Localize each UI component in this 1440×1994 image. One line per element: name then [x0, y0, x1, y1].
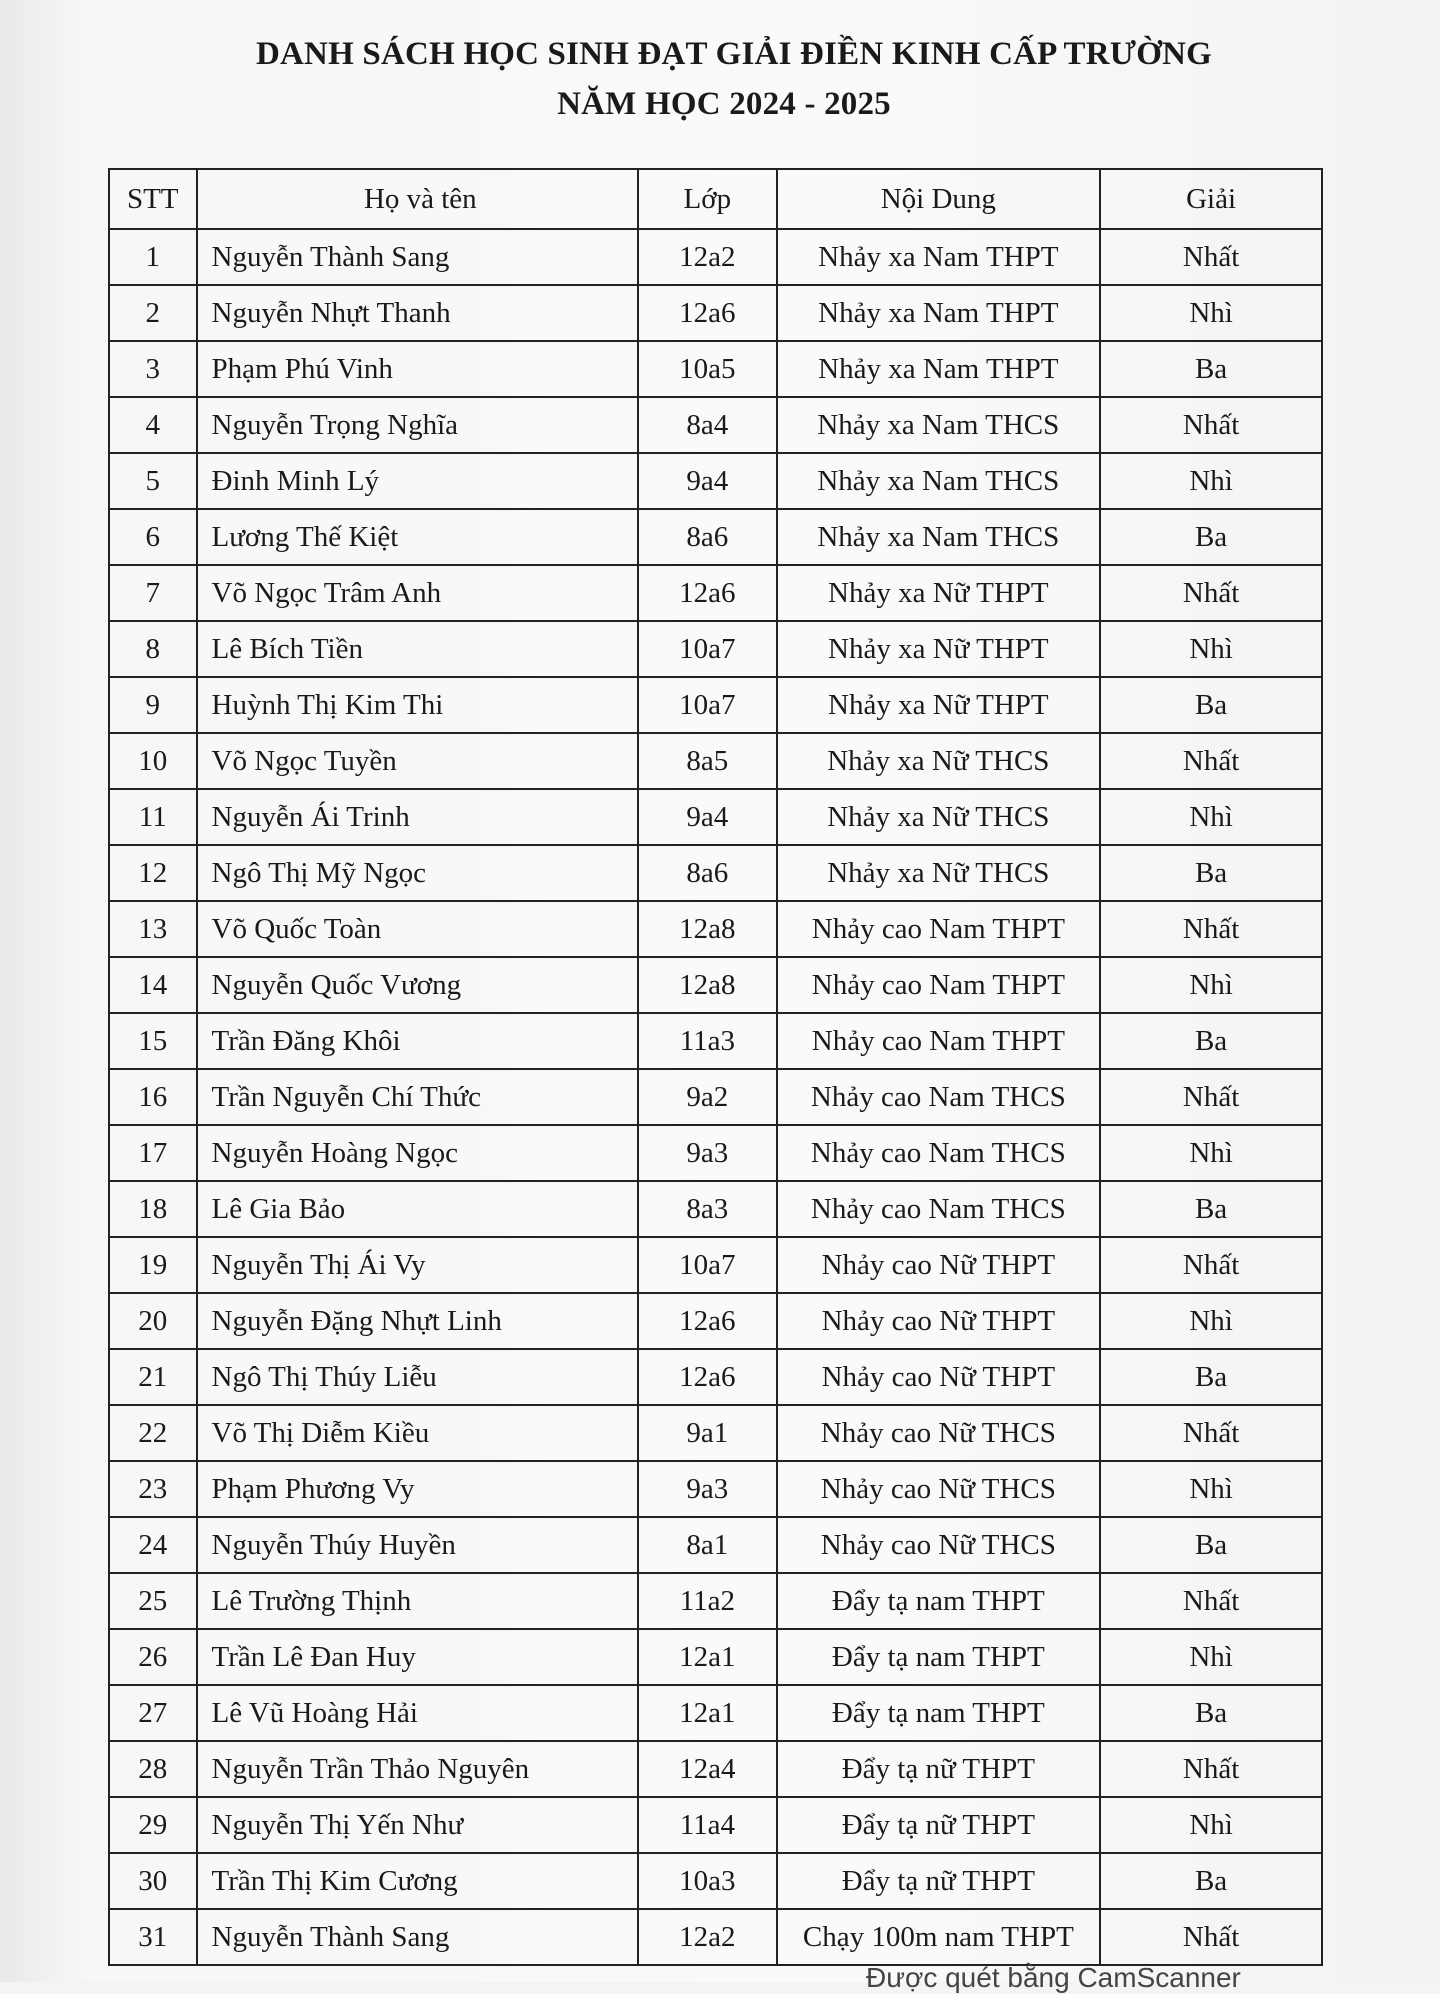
cell-stt: 19 [109, 1237, 197, 1293]
header-name: Họ và tên [197, 169, 639, 229]
table-row [109, 1013, 1322, 1069]
cell-stt: 16 [109, 1069, 197, 1125]
table-row [109, 1181, 1322, 1237]
awards-table [108, 168, 1323, 1966]
cell-name: Lương Thế Kiệt [197, 509, 639, 565]
cell-event: Nhảy cao Nam THCS [777, 1181, 1101, 1237]
cell-class: 10a7 [638, 621, 776, 677]
cell-prize: Nhì [1100, 621, 1322, 677]
cell-prize: Ba [1100, 341, 1322, 397]
cell-event: Đẩy tạ nữ THPT [777, 1741, 1101, 1797]
cell-prize: Nhất [1100, 1237, 1322, 1293]
cell-stt: 31 [109, 1909, 197, 1965]
cell-stt: 8 [109, 621, 197, 677]
cell-event: Nhảy cao Nữ THCS [777, 1461, 1101, 1517]
cell-prize: Nhất [1100, 1405, 1322, 1461]
table-row [109, 957, 1322, 1013]
cell-name: Lê Gia Bảo [197, 1181, 639, 1237]
cell-stt: 17 [109, 1125, 197, 1181]
cell-event: Nhảy cao Nữ THPT [777, 1237, 1101, 1293]
table-row [109, 1797, 1322, 1853]
table-row [109, 845, 1322, 901]
table-row [109, 1517, 1322, 1573]
cell-prize: Nhất [1100, 1069, 1322, 1125]
cell-name: Lê Trường Thịnh [197, 1573, 639, 1629]
cell-stt: 12 [109, 845, 197, 901]
cell-name: Nguyễn Đặng Nhựt Linh [197, 1293, 639, 1349]
cell-stt: 27 [109, 1685, 197, 1741]
cell-prize: Ba [1100, 1685, 1322, 1741]
cell-stt: 24 [109, 1517, 197, 1573]
table-row [109, 621, 1322, 677]
document-subtitle: NĂM HỌC 2024 - 2025 [557, 86, 891, 122]
cell-stt: 1 [109, 229, 197, 285]
cell-name: Trần Lê Đan Huy [197, 1629, 639, 1685]
header-event: Nội Dung [777, 169, 1101, 229]
cell-class: 9a2 [638, 1069, 776, 1125]
cell-event: Nhảy cao Nam THPT [777, 1013, 1101, 1069]
cell-stt: 20 [109, 1293, 197, 1349]
cell-prize: Nhì [1100, 1293, 1322, 1349]
table-row [109, 1853, 1322, 1909]
cell-prize: Nhì [1100, 1125, 1322, 1181]
cell-event: Nhảy xa Nữ THCS [777, 845, 1101, 901]
cell-stt: 7 [109, 565, 197, 621]
scanner-watermark: Được quét bằng CamScanner [866, 1962, 1241, 1993]
cell-prize: Nhất [1100, 901, 1322, 957]
cell-prize: Ba [1100, 1853, 1322, 1909]
cell-class: 12a1 [638, 1685, 776, 1741]
cell-class: 8a6 [638, 845, 776, 901]
cell-name: Lê Bích Tiền [197, 621, 639, 677]
cell-name: Huỳnh Thị Kim Thi [197, 677, 639, 733]
cell-name: Nguyễn Thành Sang [197, 229, 639, 285]
cell-prize: Nhất [1100, 565, 1322, 621]
cell-stt: 21 [109, 1349, 197, 1405]
cell-event: Nhảy xa Nam THPT [777, 341, 1101, 397]
table-row [109, 901, 1322, 957]
cell-event: Nhảy cao Nữ THCS [777, 1405, 1101, 1461]
cell-name: Nguyễn Nhựt Thanh [197, 285, 639, 341]
table-row [109, 1909, 1322, 1965]
cell-prize: Nhất [1100, 1573, 1322, 1629]
cell-class: 9a1 [638, 1405, 776, 1461]
cell-name: Nguyễn Thành Sang [197, 1909, 639, 1965]
cell-class: 8a1 [638, 1517, 776, 1573]
table-row [109, 453, 1322, 509]
cell-stt: 29 [109, 1797, 197, 1853]
cell-event: Nhảy cao Nữ THPT [777, 1349, 1101, 1405]
cell-class: 10a7 [638, 1237, 776, 1293]
cell-class: 11a4 [638, 1797, 776, 1853]
cell-prize: Nhì [1100, 453, 1322, 509]
header-prize: Giải [1100, 169, 1322, 229]
cell-stt: 15 [109, 1013, 197, 1069]
cell-class: 12a6 [638, 1293, 776, 1349]
cell-prize: Ba [1100, 677, 1322, 733]
cell-class: 9a3 [638, 1125, 776, 1181]
cell-prize: Nhất [1100, 1741, 1322, 1797]
table-header-row [109, 169, 1322, 229]
cell-name: Trần Đăng Khôi [197, 1013, 639, 1069]
cell-class: 8a6 [638, 509, 776, 565]
cell-class: 8a4 [638, 397, 776, 453]
table-row [109, 1741, 1322, 1797]
cell-prize: Ba [1100, 1349, 1322, 1405]
cell-prize: Ba [1100, 1013, 1322, 1069]
cell-name: Nguyễn Trần Thảo Nguyên [197, 1741, 639, 1797]
cell-prize: Nhì [1100, 1629, 1322, 1685]
cell-name: Nguyễn Quốc Vương [197, 957, 639, 1013]
cell-event: Đẩy tạ nam THPT [777, 1573, 1101, 1629]
table-row [109, 341, 1322, 397]
cell-class: 10a7 [638, 677, 776, 733]
cell-stt: 2 [109, 285, 197, 341]
cell-name: Nguyễn Thúy Huyền [197, 1517, 639, 1573]
cell-prize: Nhất [1100, 733, 1322, 789]
cell-prize: Nhất [1100, 397, 1322, 453]
cell-stt: 28 [109, 1741, 197, 1797]
cell-name: Trần Nguyễn Chí Thức [197, 1069, 639, 1125]
cell-event: Nhảy xa Nữ THPT [777, 565, 1101, 621]
table-row [109, 1069, 1322, 1125]
cell-event: Nhảy cao Nam THCS [777, 1069, 1101, 1125]
cell-prize: Nhất [1100, 1909, 1322, 1965]
cell-event: Đẩy tạ nam THPT [777, 1629, 1101, 1685]
cell-event: Nhảy cao Nam THPT [777, 957, 1101, 1013]
table-row [109, 733, 1322, 789]
cell-prize: Nhì [1100, 1461, 1322, 1517]
cell-class: 9a4 [638, 453, 776, 509]
header-class: Lớp [638, 169, 776, 229]
cell-class: 12a6 [638, 285, 776, 341]
cell-event: Nhảy xa Nam THPT [777, 229, 1101, 285]
cell-name: Lê Vũ Hoàng Hải [197, 1685, 639, 1741]
cell-stt: 9 [109, 677, 197, 733]
cell-class: 12a6 [638, 565, 776, 621]
cell-name: Võ Quốc Toàn [197, 901, 639, 957]
table-row [109, 1573, 1322, 1629]
cell-stt: 11 [109, 789, 197, 845]
cell-stt: 22 [109, 1405, 197, 1461]
table-row [109, 229, 1322, 285]
table-row [109, 1293, 1322, 1349]
cell-prize: Nhì [1100, 285, 1322, 341]
cell-stt: 14 [109, 957, 197, 1013]
cell-stt: 30 [109, 1853, 197, 1909]
cell-event: Nhảy xa Nữ THCS [777, 789, 1101, 845]
cell-event: Nhảy xa Nam THCS [777, 453, 1101, 509]
cell-class: 11a2 [638, 1573, 776, 1629]
cell-event: Nhảy xa Nam THPT [777, 285, 1101, 341]
cell-class: 12a6 [638, 1349, 776, 1405]
cell-class: 8a5 [638, 733, 776, 789]
table-row [109, 1237, 1322, 1293]
table-row [109, 1685, 1322, 1741]
table-row [109, 789, 1322, 845]
cell-name: Phạm Phú Vinh [197, 341, 639, 397]
cell-stt: 10 [109, 733, 197, 789]
cell-prize: Nhất [1100, 229, 1322, 285]
table-row [109, 565, 1322, 621]
cell-class: 8a3 [638, 1181, 776, 1237]
cell-prize: Nhì [1100, 957, 1322, 1013]
table-row [109, 1629, 1322, 1685]
cell-stt: 4 [109, 397, 197, 453]
cell-stt: 26 [109, 1629, 197, 1685]
cell-class: 9a3 [638, 1461, 776, 1517]
cell-stt: 13 [109, 901, 197, 957]
cell-class: 12a1 [638, 1629, 776, 1685]
cell-prize: Nhì [1100, 1797, 1322, 1853]
cell-name: Võ Thị Diễm Kiều [197, 1405, 639, 1461]
cell-name: Trần Thị Kim Cương [197, 1853, 639, 1909]
table-row [109, 509, 1322, 565]
cell-stt: 18 [109, 1181, 197, 1237]
cell-class: 11a3 [638, 1013, 776, 1069]
cell-event: Nhảy cao Nam THPT [777, 901, 1101, 957]
cell-name: Phạm Phương Vy [197, 1461, 639, 1517]
cell-stt: 3 [109, 341, 197, 397]
cell-name: Nguyễn Thị Yến Như [197, 1797, 639, 1853]
cell-name: Nguyễn Trọng Nghĩa [197, 397, 639, 453]
cell-name: Nguyễn Thị Ái Vy [197, 1237, 639, 1293]
table-row [109, 285, 1322, 341]
cell-event: Nhảy cao Nữ THCS [777, 1517, 1101, 1573]
document-title: DANH SÁCH HỌC SINH ĐẠT GIẢI ĐIỀN KINH CẤP TRƯỜNG [255, 36, 1213, 72]
cell-name: Nguyễn Hoàng Ngọc [197, 1125, 639, 1181]
cell-stt: 25 [109, 1573, 197, 1629]
table-row [109, 1125, 1322, 1181]
cell-prize: Ba [1100, 845, 1322, 901]
cell-event: Nhảy xa Nam THCS [777, 397, 1101, 453]
cell-event: Nhảy xa Nữ THPT [777, 677, 1101, 733]
cell-class: 12a2 [638, 229, 776, 285]
cell-name: Đinh Minh Lý [197, 453, 639, 509]
table-row [109, 1405, 1322, 1461]
cell-class: 12a2 [638, 1909, 776, 1965]
table-row [109, 397, 1322, 453]
cell-event: Nhảy xa Nữ THCS [777, 733, 1101, 789]
cell-class: 12a4 [638, 1741, 776, 1797]
cell-class: 12a8 [638, 957, 776, 1013]
cell-stt: 23 [109, 1461, 197, 1517]
cell-stt: 6 [109, 509, 197, 565]
cell-event: Nhảy xa Nam THCS [777, 509, 1101, 565]
cell-event: Đẩy tạ nam THPT [777, 1685, 1101, 1741]
cell-class: 12a8 [638, 901, 776, 957]
cell-name: Ngô Thị Thúy Liễu [197, 1349, 639, 1405]
cell-prize: Ba [1100, 1517, 1322, 1573]
cell-class: 9a4 [638, 789, 776, 845]
header-stt: STT [109, 169, 197, 229]
cell-event: Nhảy cao Nam THCS [777, 1125, 1101, 1181]
cell-name: Ngô Thị Mỹ Ngọc [197, 845, 639, 901]
cell-event: Nhảy cao Nữ THPT [777, 1293, 1101, 1349]
cell-stt: 5 [109, 453, 197, 509]
cell-event: Nhảy xa Nữ THPT [777, 621, 1101, 677]
cell-event: Chạy 100m nam THPT [777, 1909, 1101, 1965]
cell-event: Đẩy tạ nữ THPT [777, 1797, 1101, 1853]
cell-name: Võ Ngọc Tuyền [197, 733, 639, 789]
table-row [109, 1461, 1322, 1517]
cell-name: Nguyễn Ái Trinh [197, 789, 639, 845]
cell-name: Võ Ngọc Trâm Anh [197, 565, 639, 621]
table-row [109, 1349, 1322, 1405]
cell-class: 10a3 [638, 1853, 776, 1909]
table-row [109, 677, 1322, 733]
cell-class: 10a5 [638, 341, 776, 397]
cell-prize: Nhì [1100, 789, 1322, 845]
cell-prize: Ba [1100, 509, 1322, 565]
cell-prize: Ba [1100, 1181, 1322, 1237]
cell-event: Đẩy tạ nữ THPT [777, 1853, 1101, 1909]
